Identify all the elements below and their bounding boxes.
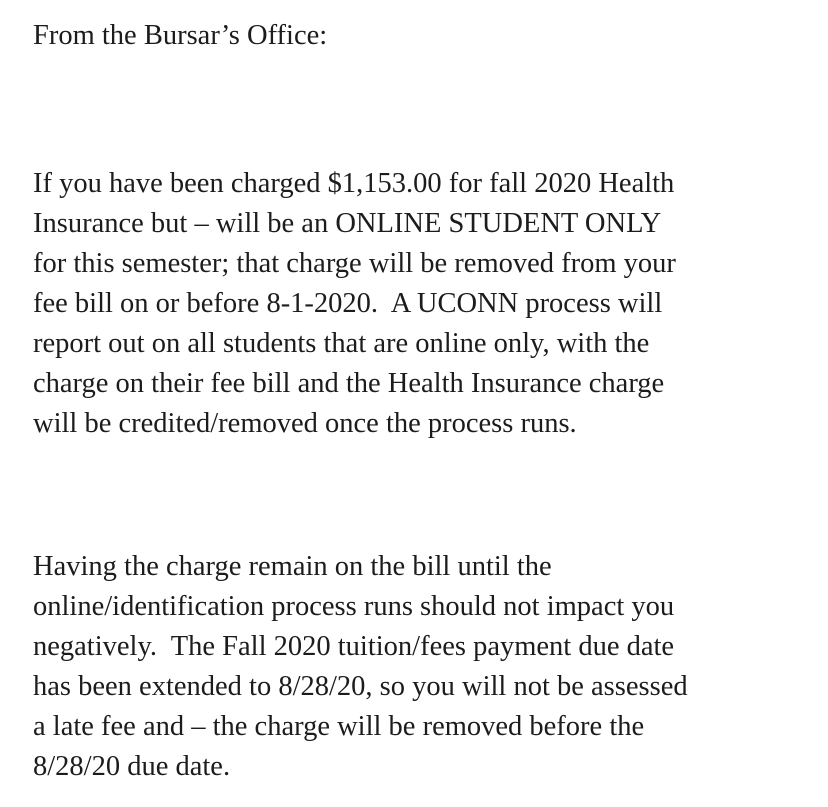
paragraph-line: has been extended to 8/28/20, so you will not be assessed — [33, 671, 688, 702]
paragraph-line: for this semester; that charge will be removed from your — [33, 248, 676, 279]
paragraph-line: Insurance but – will be an ONLINE STUDENT ONLY — [33, 208, 662, 239]
paragraph-line: If you have been charged $1,153.00 for fall 2020 Health — [33, 168, 675, 199]
paragraph-line: fee bill on or before 8-1-2020. A UCONN process will — [33, 288, 663, 319]
paragraph-line: report out on all students that are online only, with the — [33, 328, 650, 359]
paragraph-line: Having the charge remain on the bill until the — [33, 551, 552, 582]
paragraph-line: online/identification process runs should not impact you — [33, 591, 675, 622]
paragraph-line: a late fee and – the charge will be removed before the — [33, 711, 645, 742]
paragraph-line: 8/28/20 due date. — [33, 751, 231, 782]
document-heading: From the Bursar’s Office: — [33, 20, 328, 51]
paragraph-line: negatively. The Fall 2020 tuition/fees payment due date — [33, 631, 675, 662]
paragraph-line: will be credited/removed once the process runs. — [33, 408, 577, 439]
paragraph-line: charge on their fee bill and the Health Insurance charge — [33, 368, 665, 399]
